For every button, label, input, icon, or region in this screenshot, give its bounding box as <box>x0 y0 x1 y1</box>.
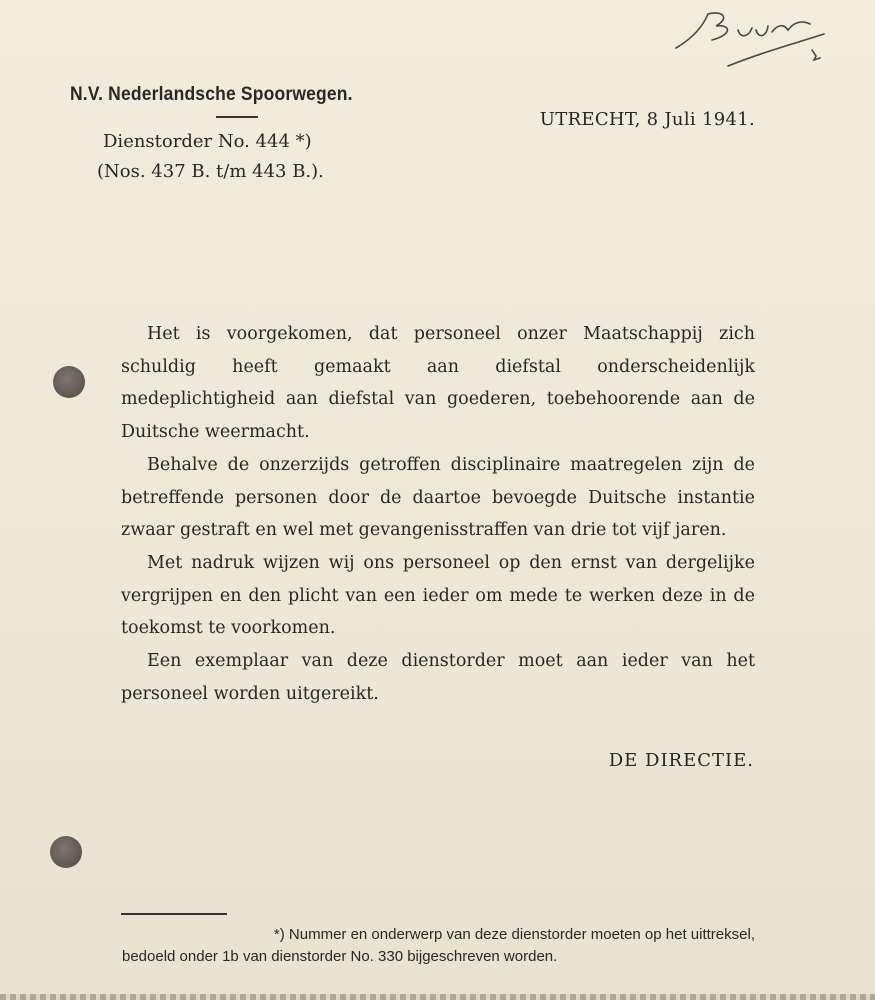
paragraph: Met nadruk wijzen wij ons personeel op den ernst van dergelijke vergrijpen en den plicht van een ieder om mede te werken deze in de toekomst te voorkomen. <box>121 552 755 639</box>
footnote <box>122 924 755 968</box>
order-number: Dienstorder No. 444 *) <box>103 131 312 152</box>
signoff: DE DIRECTIE. <box>608 750 754 771</box>
paragraph: Het is voorgekomen, dat personeel onzer Maatschappij zich schuldig heeft gemaakt aan diefstal onderscheidenlijk medeplichtigheid aan diefstal van goederen, toebehoorende aan de Duitsche weermacht. <box>121 324 755 443</box>
punch-hole <box>50 836 82 868</box>
order-references: (Nos. 437 B. t/m 443 B.). <box>97 161 324 182</box>
body-text <box>121 318 755 710</box>
handwritten-signature <box>668 4 838 74</box>
page-bottom-edge <box>0 994 875 1000</box>
header-divider <box>216 116 258 118</box>
footnote-divider <box>121 913 227 915</box>
paragraph: Een exemplaar van deze dienstorder moet aan ieder van het personeel worden uitgereikt. <box>121 651 755 704</box>
place-and-date: UTRECHT, 8 Juli 1941. <box>539 109 755 130</box>
footnote-line: bedoeld onder 1b van dienstorder No. 330 bijgeschreven worden. <box>122 948 558 965</box>
company-name: N.V. Nederlandsche Spoorwegen. <box>70 84 353 105</box>
paragraph: Behalve de onzerzijds getroffen disciplinaire maatregelen zijn de betreffende personen door de daartoe bevoegde Duitsche instantie zwaar gestraft en wel met gevangenisstraffen van drie tot vijf jaren. <box>121 454 755 541</box>
punch-hole <box>53 366 85 398</box>
footnote-line: *) Nummer en onderwerp van deze dienstorder moeten op het uittreksel, <box>273 926 755 943</box>
